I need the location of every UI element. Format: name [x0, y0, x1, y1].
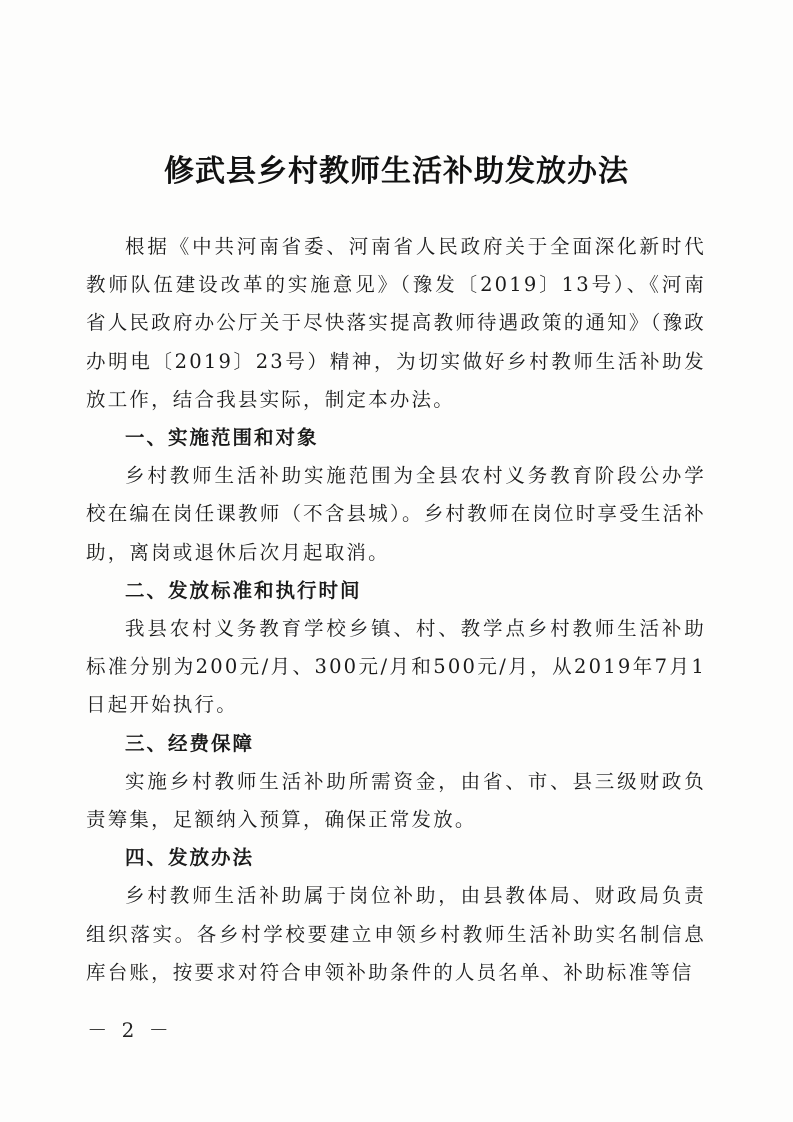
section-heading-2: 二、发放标准和执行时间 — [125, 578, 362, 602]
document-body — [86, 228, 706, 992]
section-heading-4: 四、发放办法 — [125, 846, 255, 870]
section-text-1: 乡村教师生活补助实施范围为全县农村义务教育阶段公办学校在编在岗任课教师（不含县城）。乡村教师在岗位时享受生活补助，离岗或退休后次月起取消。 — [86, 464, 706, 564]
section-heading-1: 一、实施范围和对象 — [125, 426, 319, 450]
section-heading-3: 三、经费保障 — [125, 731, 255, 755]
intro-paragraph: 根据《中共河南省委、河南省人民政府关于全面深化新时代教师队伍建设改革的实施意见》（豫发〔2019〕13号）、《河南省人民政府办公厅关于尽快落实提高教师待遇政策的通知》（豫政办明电〔2019〕23号）精神，为切实做好乡村教师生活补助发放工作，结合我县实际，制定本办法。 — [86, 235, 706, 411]
section-text-2: 我县农村义务教育学校乡镇、村、教学点乡村教师生活补助标准分别为200元/月、300元/月和500元/月，从2019年7月1日起开始执行。 — [86, 617, 706, 717]
page-title: 修武县乡村教师生活补助发放办法 — [164, 154, 629, 189]
page-number: － 2 － — [87, 1018, 173, 1042]
section-text-4: 乡村教师生活补助属于岗位补助，由县教体局、财政局负责组织落实。各乡村学校要建立申领乡村教师生活补助实名制信息库台账，按要求对符合申领补助条件的人员名单、补助标准等信 — [86, 884, 706, 984]
section-text-3: 实施乡村教师生活补助所需资金，由省、市、县三级财政负责筹集，足额纳入预算，确保正常发放。 — [86, 769, 706, 832]
